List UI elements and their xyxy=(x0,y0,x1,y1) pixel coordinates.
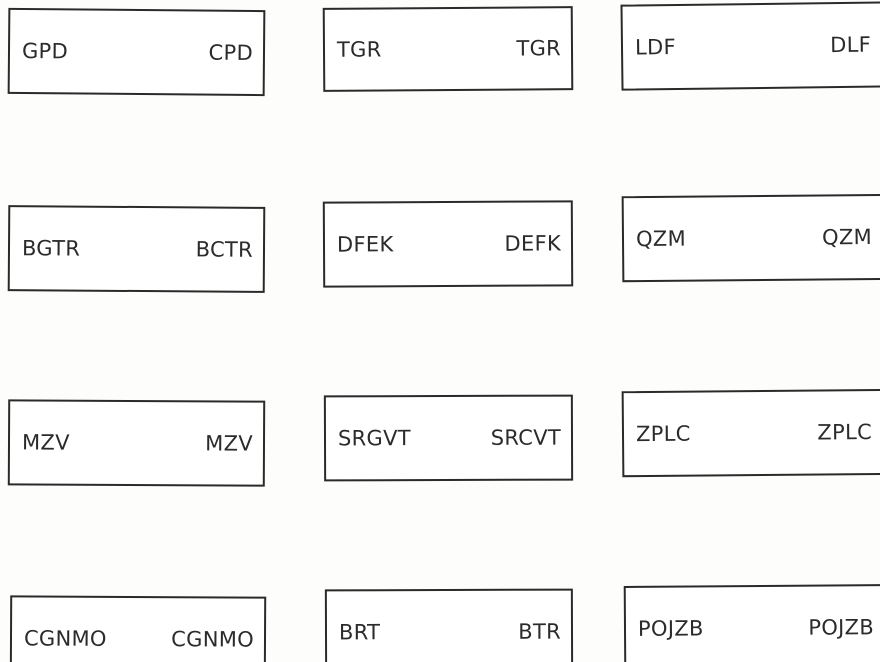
left-letters: BGTR xyxy=(21,236,81,261)
right-letters: BTR xyxy=(518,619,562,644)
left-letters: TGR xyxy=(336,37,382,62)
left-letters: POJZB xyxy=(637,616,704,641)
letter-pair-box-7 xyxy=(8,399,265,486)
letter-pair-box-4 xyxy=(8,205,266,293)
left-letters: BRT xyxy=(338,620,381,645)
letter-pair-box-3 xyxy=(620,1,880,90)
letter-pair-box-1 xyxy=(8,8,266,96)
right-letters: TGR xyxy=(516,36,562,61)
letter-pair-box-12 xyxy=(624,584,880,662)
letter-pair-box-8 xyxy=(324,395,573,482)
right-letters: QZM xyxy=(821,225,873,250)
left-letters: ZPLC xyxy=(635,421,691,447)
right-letters: POJZB xyxy=(808,615,875,640)
right-letters: MZV xyxy=(205,431,254,456)
letter-pair-box-5 xyxy=(323,200,573,287)
letter-pair-box-11 xyxy=(325,589,573,662)
left-letters: LDF xyxy=(634,35,677,60)
right-letters: CPD xyxy=(208,40,254,66)
left-letters: MZV xyxy=(21,430,70,455)
left-letters: CGNMO xyxy=(23,626,107,651)
right-letters: DLF xyxy=(829,32,872,58)
right-letters: ZPLC xyxy=(817,420,873,445)
right-letters: BCTR xyxy=(195,237,254,262)
right-letters: CGNMO xyxy=(171,627,255,652)
letter-pair-box-6 xyxy=(622,194,880,282)
right-letters: SRCVT xyxy=(490,425,562,450)
letter-pair-box-9 xyxy=(622,389,880,477)
left-letters: SRGVT xyxy=(337,426,411,451)
left-letters: QZM xyxy=(635,226,687,252)
letter-pair-box-2 xyxy=(323,6,574,92)
right-letters: DEFK xyxy=(504,231,562,256)
left-letters: DFEK xyxy=(336,232,394,257)
letter-pair-box-10 xyxy=(10,595,266,662)
left-letters: GPD xyxy=(21,39,69,64)
